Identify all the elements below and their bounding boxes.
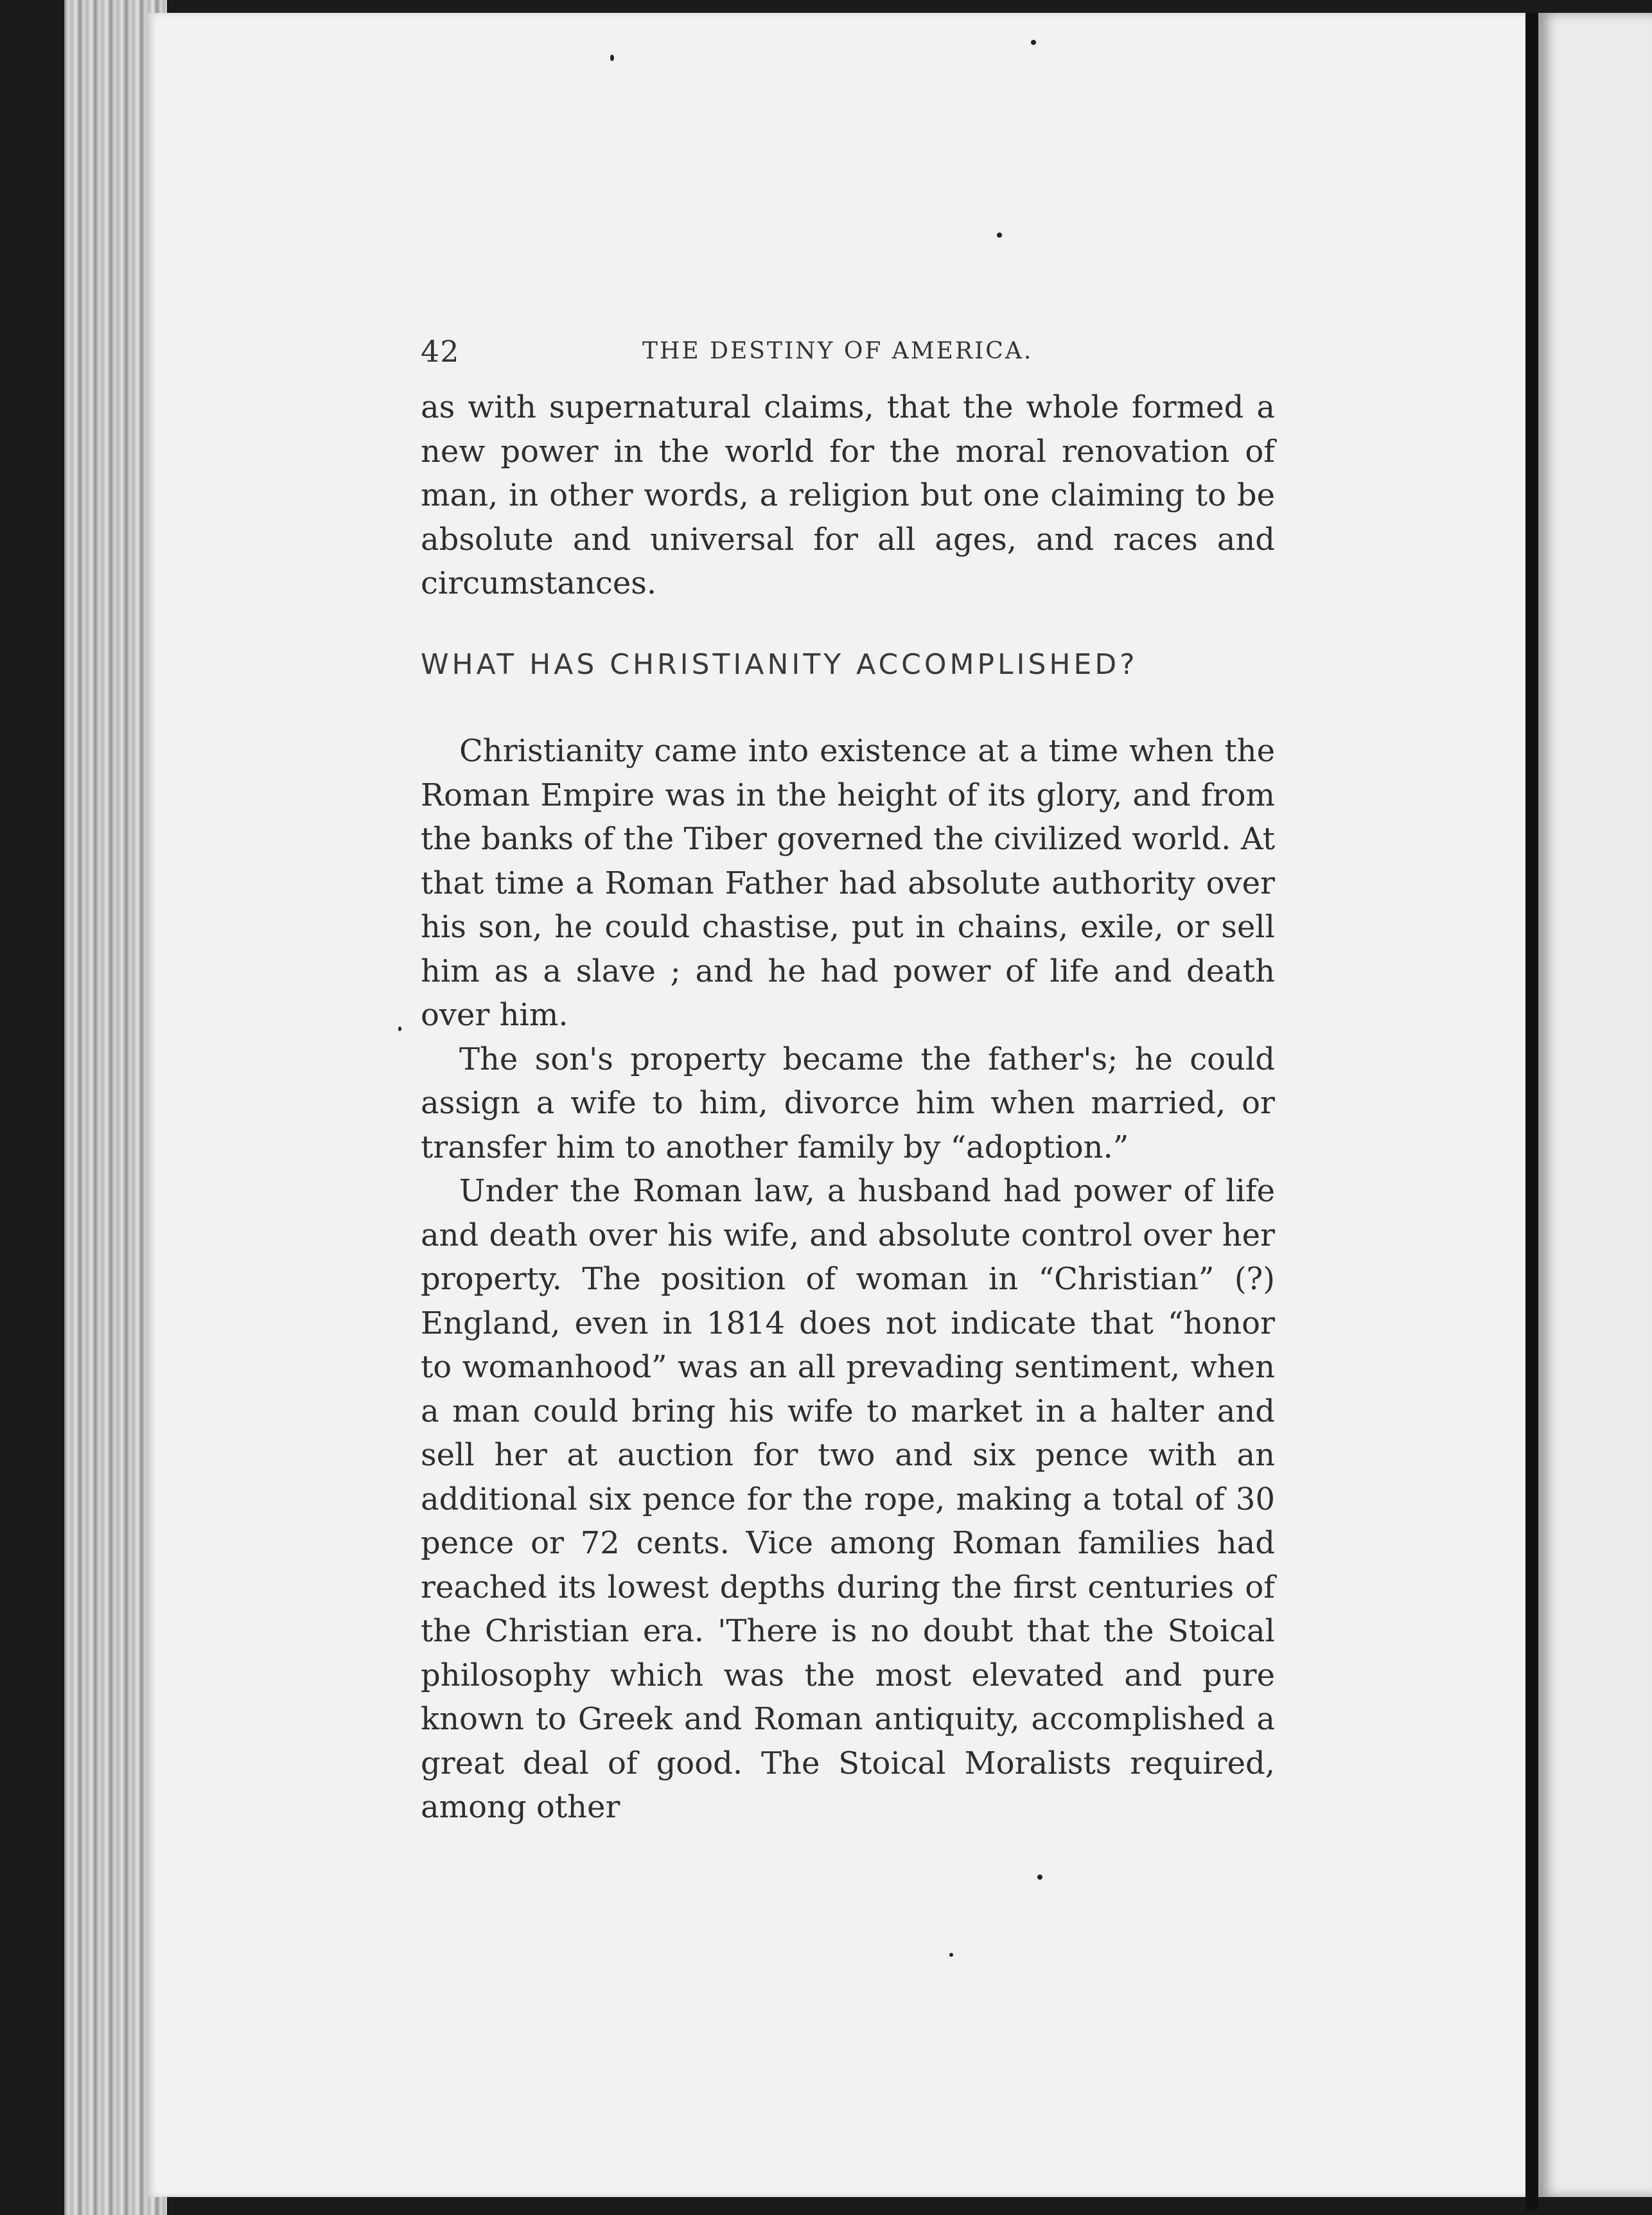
body-text — [421, 385, 1275, 1830]
scan-speck — [949, 1953, 953, 1957]
book-gutter — [1525, 13, 1538, 2210]
scan-speck — [1031, 40, 1036, 45]
scan-speck — [398, 1027, 401, 1031]
scan-speck — [1037, 1875, 1042, 1880]
paragraph: Christianity came into existence at a time when the Roman Empire was in the height of its glory, and from the banks of the Tiber governed the civilized world. At that time a Roman Father had absolute authority over his son, he could chastise, put in chains, exile, or sell him as a slave ; and he had power of life and death over him. — [421, 733, 1275, 1033]
paragraph: The son's property became the father's; he could assign a wife to him, divorce him when married, or transfer him to another family by “adoption.” — [421, 1041, 1275, 1165]
paragraph: Under the Roman law, a husband had power of life and death over his wife, and absolute control over her property. The position of woman in “Christian” (?) England, even in 1814 does not indicate that “honor to womanhood” was an all prevading sentiment, when a man could bring his wife to market in a halter and sell her at auction for two and six pence with an additional six pence for the rope, making a total of 30 pence or 72 cents. Vice among Roman families had reached its lowest depths during the first centuries of the Christian era. 'There is no doubt that the Stoical philosophy which was the most elevated and pure known to Greek and Roman antiquity, accomplished a great deal of good. The Stoical Moralists required, among other — [421, 1173, 1275, 1825]
scan-speck — [997, 233, 1002, 238]
page-number: 42 — [421, 334, 460, 369]
scan-speck — [610, 55, 614, 61]
section-heading: WHAT HAS CHRISTIANITY ACCOMPLISHED? — [421, 648, 1138, 681]
continuation-paragraph: as with supernatural claims, that the whole formed a new power in the world for the moral renovation of man, in other words, a religion but one claiming to be absolute and universal for all ages, and races and circumstances. — [421, 389, 1275, 601]
facing-page-edge — [1538, 13, 1652, 2197]
running-head: THE DESTINY OF AMERICA. — [642, 338, 1033, 364]
page-header — [421, 334, 1275, 373]
